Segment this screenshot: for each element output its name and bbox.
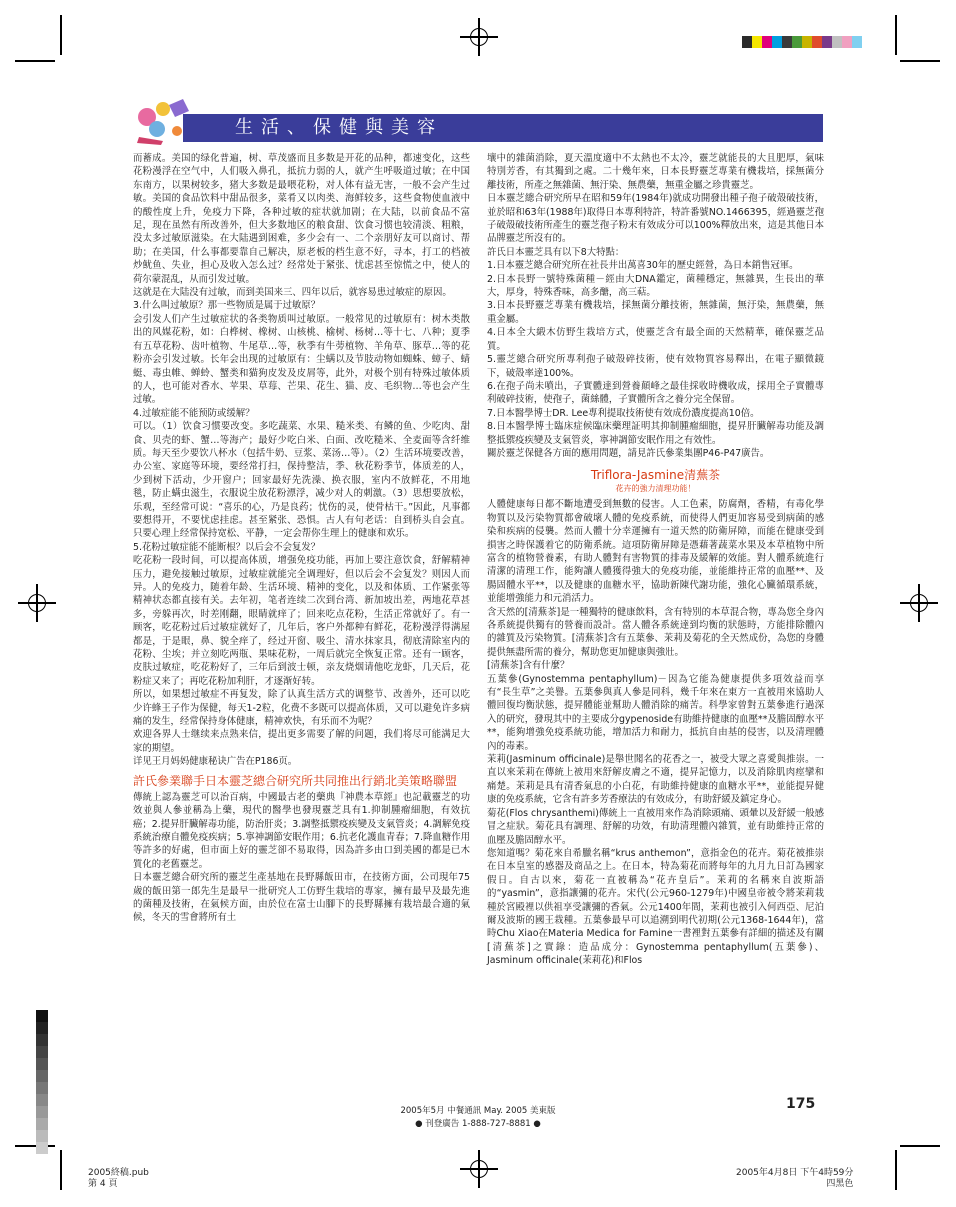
color-swatch — [762, 36, 772, 48]
color-calibration-bar — [742, 36, 862, 48]
paragraph: 所以，如果想过敏症不再复发，除了认真生活方式的调整节、改善外，还可以吃少许蜂王子作为保健，每天1-2粒，化费不多既可以提高体质，又可以避免许多病痛的发生，经常保持身体健康，精神欢快，有乐而不为呢？ — [133, 689, 470, 728]
paragraph: 茉莉(Jasminum officinale)是舉世聞名的花香之一，被受大眾之喜愛與推崇。一直以來茉莉在傳統上被用來舒解皮膚之不適，提昇記憶力，以及消除肌肉痙攣和痛楚。茉莉是具有清香氣息的小白花，有助維持健康的血糖水平**，並能提昇健康的免疫系統，它含有許多芳香療法的有效成分，有助舒緩及鎮定身心。 — [487, 754, 824, 806]
question-heading: 5.花粉过敏症能不能断根？以后会不会复发？ — [133, 541, 321, 553]
grayscale-calibration-bar — [36, 1010, 48, 1154]
list-item: 7.日本醫學博士DR. Lee專利提取技術使有效成份濃度提高10倍。 — [487, 407, 760, 419]
color-swatch — [842, 36, 852, 48]
paragraph: 含天然的[清蕪茶]是一種獨特的健康飲料，含有特別的本草混合物，專為您全身內各系統提供獨有的營養而設計。當人體各系統達到均衡的狀態時，方能排除體內的雜質及污染物質。[清蕪茶]含有五葉參、茉莉及菊花的全天然成份，為您的身體提供無盡所需的養分，幫助您更加健康與強壯。 — [487, 606, 824, 658]
section-title: 生活、保健與美容 — [235, 117, 443, 138]
list-item: 4.日本全大緞木仿野生栽培方式，使靈芝含有最全面的天然精華，確保靈芝品質。 — [487, 327, 824, 352]
product-title: Triflora-Jasmine清蕪茶 — [590, 468, 721, 483]
print-date: 2005年4月8日 下午4時59分 — [736, 1168, 854, 1178]
page-number: 175 — [786, 1096, 816, 1112]
crop-mark — [900, 60, 940, 62]
paragraph: 五葉參(Gynostemma pentaphyllum)－因為它能為健康提供多項效益而享有“長生草”之美譽。五葉參與真人參是同科，幾千年來在東方一直被用來協助人體回復均衡狀態，提昇體能並幫助人體消除的痛苦。科學家曾對五葉參進行過深入的研究，發現其中的主要成分gypenoside有助維持健康的血壓**及膽固醇水平**，能夠增強免疫系統功能，增加活力和耐力，抵抗自由基的侵害，以及清理體內的毒素。 — [487, 673, 824, 752]
list-item: 5.靈芝總合研究所專利孢子破殼碎技術，使有效物質容易釋出，在電子顯微鏡下，破殼率達100%。 — [487, 354, 824, 379]
file-page: 第 4 頁 — [88, 1179, 118, 1189]
registration-mark-top — [466, 24, 492, 50]
paragraph: 日本靈芝總合研究所早在昭和59年(1984年)就成功開發出種子孢子破殼破技術，並於昭和63年(1988年)取得日本專利特許，特許番號NO.1466395，經過靈芝孢子破殼破技術所產生的靈芝孢子粉末有效成分可以100%釋放出來，這是其他日本品牌靈芝所沒有的。 — [487, 193, 824, 245]
paragraph: 而蓄成。美国的绿化普遍，树、草茂盛而且多数是开花的品种，都速变化，这些花粉漫浮在空气中，人们吸入鼻孔，抵抗力弱的人，就产生呼吸道过敏；在中国东南方，以果树较多，猪大多数是最喂花粉，对人体有益无害，一般不会产生过敏。美国的食品饮料中甜品很多，菜肴又以肉类、海鲜较多，这些食物使血液中的酸性度上升，免疫力下降，各种过敏的症状就加剧；在大陆，以前食品不富足，现在虽然有所改善外，但大多数地区的粮食甜、饮食习惯也较清淡、粗粮，没太多过敏原滋染。在大陆遇到困难，多少会有一、二个亲朋好友可以商讨、帮助；在美国，什么事都要靠自己解决，原老板的档生意不好，寻本，打工的档被炒鱿鱼、失业，担心及收入怎么过？经常处于紧张、忧虑甚至惊慌之中，使人的荷尔蒙混乱，从而引发过敏。 — [133, 153, 470, 285]
paragraph: 欢迎各界人士继续来点熟来信，提出更多需要了解的问题，我们将尽可能满足大家的期望。 — [133, 729, 470, 754]
list-intro: 許氏日本靈芝具有以下8大特點： — [487, 246, 625, 258]
paragraph: 人體健康每日都不斷地遭受到無數的侵害。人工色素，防腐劑，香精，有毒化學物質以及污染物質都會破壞人體的免疫系統，而使得人們更加容易受到病菌的感染和疾病的侵襲。然而人體十分幸運擁有一道天然的防衛屏障，而能在健康受到損害之時保護着它的防衛系統。這項防衛屏障是憑藉著蔬菜水果及本草植物中所富含的植物營養素，有助人體對有害物質的排毒及緩解的效能。對人體系統進行清潔的清理工作，能夠讓人體獲得強大的免疫功能，並能維持正常的血壓**、及腸固體水平**，以及健康的血糖水平，協助新陳代謝功能，強化心臟循環系統，並能增強能力和元消活力。 — [487, 499, 824, 605]
paragraph: 这就是在大陆没有过敏，而到美国来三、四年以后，就容易患过敏症的原因。 — [133, 287, 452, 299]
paragraph: 详见王月妈妈健康秘诀广告在P186页。 — [133, 756, 298, 768]
list-item: 3.日本長野靈芝專業有機栽培，採無菌分離技術，無雜菌，無汙染，無農藥，無重金屬。 — [487, 300, 824, 325]
paragraph: 關於靈芝保健各方面的應用問題，請見許氏參業集團P46-P47廣告。 — [487, 447, 770, 459]
article-heading: 許氏參業聯手日本靈芝總合研究所共同推出行銷北美策略聯盟 — [133, 773, 458, 788]
color-swatch — [832, 36, 842, 48]
paragraph: 会引发人们产生过敏症状的各类物质叫过敏原。一般常见的过敏原有：树木类散出的风媒花粉，如：白桦树、橡树、山核桃、榆树、杨树…等十七、八种；夏季有五草花粉、齿叶植物、牛尾草…等，秋季有牛蒡植物、羊角草、豚草…等的花粉亦会引发过敏。长年会出现的过敏原有：尘螨以及节肢动物如蜘蛛、蟑子、蜻蜓、毒虫帷、蝉蛉、蟹类和猫狗皮发及皮屑等，此外，对极个别有特殊过敏体质的人，也可能对香水、苹果、草莓、芒果、花生、猫、皮、毛织物…等也会产生过敏。 — [133, 313, 470, 406]
question-heading: [清蕪茶]含有什麼？ — [487, 660, 570, 672]
color-swatch — [802, 36, 812, 48]
product-subtitle: 花卉的強力清理功能！ — [615, 484, 696, 494]
color-swatch — [772, 36, 782, 48]
gray-swatch — [36, 1130, 48, 1142]
gray-swatch — [36, 1082, 48, 1094]
list-item: 8.日本醫學博士臨床症候臨床藥理証明其抑制腫瘤細胞，提昇肝臟解毒功能及調整抵禦疫疾變及支氣管炎，寧神調節安眠作用之有效性。 — [487, 421, 824, 446]
question-heading: 3.什么叫过敏原？那一些物质是属于过敏原？ — [133, 300, 321, 312]
paragraph: 日本靈芝總合研究所的靈芝生產基地在長野縣飯田市，在技術方面，公司現年75歲的飯田第一郎先生是最早一批研究人工仿野生栽培的專家，擁有最早及最先進的菌種及技術，在氣候方面，由於位在富士山腳下的長野縣擁有栽培最合適的氣候，冬天的雪會將所有土 — [133, 872, 470, 924]
gray-swatch — [36, 1142, 48, 1154]
color-swatch — [792, 36, 802, 48]
color-swatch — [852, 36, 862, 48]
bullet-icon: ● — [530, 1119, 541, 1129]
list-item: 6.在孢子尚未噴出，子實體達到營養顛峰之最佳採收時機收成，採用全子實體專利破碎技術，使孢子，菌絲體，子實體所含之養分完全保留。 — [487, 380, 824, 406]
plate-color: 四黑色 — [826, 1179, 854, 1189]
gray-swatch — [36, 1034, 48, 1046]
left-column — [133, 152, 470, 925]
registration-mark-bottom — [466, 1156, 492, 1182]
file-name: 2005終稿.pub — [88, 1168, 149, 1178]
gray-swatch — [36, 1022, 48, 1034]
color-swatch — [782, 36, 792, 48]
crop-mark — [15, 60, 55, 62]
gray-swatch — [36, 1058, 48, 1070]
gray-swatch — [36, 1046, 48, 1058]
list-item: 2.日本長野一號特殊菌種－經由大DNA鑑定，菌種穩定，無雜異，生長出的華大，厚身，特殊香味，高多醣，高三萜。 — [487, 273, 824, 299]
registration-mark-right — [906, 590, 932, 616]
slug-date — [736, 1168, 853, 1190]
right-column — [487, 152, 824, 968]
registration-mark-left — [24, 590, 50, 616]
gray-swatch — [36, 1070, 48, 1082]
bullet-icon: ● — [415, 1119, 426, 1129]
color-swatch — [822, 36, 832, 48]
footer-issue-line: 2005年5月 中餐通訊 May. 2005 美東版 — [400, 1106, 556, 1116]
color-swatch — [812, 36, 822, 48]
crop-mark — [60, 1150, 62, 1190]
color-swatch — [752, 36, 762, 48]
question-heading: 4.过敏症能不能预防或缓解？ — [133, 407, 255, 419]
ad-phone: 刊登廣告 1-888-727-8881 — [425, 1119, 531, 1129]
crop-mark — [895, 1150, 897, 1190]
footer-ad-line — [0, 1117, 956, 1129]
paragraph: 菊花(Flos chrysanthemi)傳統上一直被用來作為消除頭痛、頭暈以及舒緩一般感冒之症狀。菊花具有調理、舒解的功效，有助清理體內雜質，並有助維持正常的血壓及膽固醇水平。 — [487, 807, 824, 846]
gray-swatch — [36, 1010, 48, 1022]
crop-mark — [15, 1145, 55, 1147]
color-swatch — [742, 36, 752, 48]
paragraph: 傳統上認為靈芝可以治百病，中國最古老的藥典『神農本草經』也記載靈芝的功效並與人參並稱為上藥，現代的醫學也發現靈芝具有1.抑制腫瘤細胞，有效抗癌；2.提昇肝臟解毒功能，防治肝炎；3.調整抵禦疫疾變及支氣管炎；4.調解免疫系統治療自體免疫疾病；5.寧神調節安眠作用；6.抗老化護血青春；7.降血糖作用等許多的好處，但市面上好的靈芝卻不易取得，因為許多由口到美國的都是已木質化的老舊靈芝。 — [133, 791, 470, 870]
crop-mark — [900, 1145, 940, 1147]
paragraph: 可以。（1）饮食习惯要改变。多吃蔬菜、水果、糙米类、有鳞的鱼、少吃肉、甜食、贝壳的虾、蟹…等海产；最好少吃白米、白面、改吃糙米、全麦面等含纤维质。每天至少要饮八杯水（包括牛奶、豆浆、菜汤…等）。（2）生活环境要改善，办公室、家庭等环境，要经常打扫，保持整洁，季、秋花粉季节，体质差的人，少到树下活动，少开窗户；回家最好先洗澡、换衣服，室内不放鲜花，不用地毯，防止螨虫滋生，衣服说尘放花粉漂浮，减少对人的刺激。（3）思想要放松，乐观，至经常可说：“喜乐的心，乃是良药；忧伤的灵，使骨枯干。”因此，凡事都要想得开，不要忧虑挂虑。甚至紧张、恐惧。古人有句老话：自到桥头自会直。只要心理上经常保持宽松、平静，一定会帮你生理上的健康和欢乐。 — [133, 421, 470, 540]
list-item: 1.日本靈芝總合研究所在社長井出萬喜30年的歷史經營，為日本銷售冠軍。 — [487, 260, 799, 272]
paragraph: 吃花粉一段时间，可以提高体质，增强免疫功能，再加上要注意饮食，舒解精神压力，避免接触过敏原，过敏症就能完全调理好，但以后会不会复发？则因人而异。人的免疫力，随着年龄、生活环境、精神的变化，以及和体质、工作紧张等精神状态都直接有关。去年初，笔者连续二次到台湾、新加坡出差，两地花草甚多，旁躲再次，时差刚翻，眼睛就痒了；回来吃点花粉，生活正常就好了。有一顾客，吃花粉过后过敏症就好了，几年后，客户外都种有鲜花，花粉漫浮得满屋都是，于是眼，鼻、貌全痒了，经过开窗、吸尘、清水抹家具，彻底清除室内的花粉、尘埃；并立刻吃两瓶、果味花粉，一周后就完全恢复正常。还有一顾客，皮肤过敏症，吃花粉好了，三年后到波士顿，亲友烧烟请他吃龙虾，几天后，花粉症又来了；再吃花粉加利肝，才逐渐好转。 — [133, 555, 470, 687]
slug-file — [88, 1168, 149, 1190]
crop-mark — [60, 15, 62, 55]
crop-mark — [895, 15, 897, 55]
paragraph: 壤中的雜菌消除，夏天溫度適中不太熱也不太冷，靈芝就能長的大且肥厚，氣味特別芳香，有其獨到之處。二十幾年來，日本長野靈芝專業有機栽培，採無菌分離技術，所產之無雜菌、無汙染、無農藥，無重金屬之珍貴靈芝。 — [487, 153, 824, 191]
paragraph: 您知道嗎？菊花來自希臘名稱“krus anthemon”，意指金色的花卉。菊花被推崇在日本皇室的感器及商品之上。在日本，特為菊花而將每年的九月九日訂為國家假日。自古以來，菊花一直被稱為“花卉皇后”。茉莉的名稱來自波斯語的“yasmin”，意指讓彌的花卉。宋代(公元960-1279年)中國皇帝被令將茉莉栽種於宮殿裡以供祖享受讓彌的香氣。公元1400年間，茉莉也被引入何西亞、尼泊爾及波斯的國王栽種。五葉參最早可以追溯到明代初期(公元1368-1644年)，當時Chu Xiao在Materia Medica for Famine一書裡對五葉參有詳細的描述及有關[清蕪茶]之實錄：造品成分：Gynostemma pentaphyllum(五葉參)、Jasminum officinale(茉莉花)和Flos — [487, 847, 824, 967]
